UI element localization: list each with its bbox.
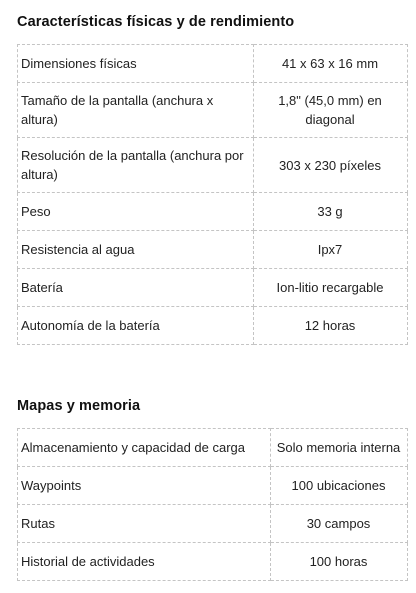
table-row bbox=[18, 45, 408, 83]
table-row bbox=[18, 83, 408, 138]
spec-value: 30 campos bbox=[271, 505, 408, 543]
spec-value: 12 horas bbox=[254, 307, 408, 345]
spec-label: Dimensiones físicas bbox=[18, 45, 254, 83]
spec-label: Rutas bbox=[18, 505, 271, 543]
spec-value: 303 x 230 píxeles bbox=[254, 138, 408, 193]
spec-value: Ion-litio recargable bbox=[254, 269, 408, 307]
section-title-maps-memory: Mapas y memoria bbox=[17, 398, 141, 414]
spec-label: Almacenamiento y capacidad de carga bbox=[18, 429, 271, 467]
table-row bbox=[18, 505, 408, 543]
spec-label: Resistencia al agua bbox=[18, 231, 254, 269]
spec-value: Solo memoria interna bbox=[271, 429, 408, 467]
spec-label: Peso bbox=[18, 193, 254, 231]
spec-label: Waypoints bbox=[18, 467, 271, 505]
table-row bbox=[18, 269, 408, 307]
spec-label: Resolución de la pantalla (anchura por altura) bbox=[18, 138, 254, 193]
table-row bbox=[18, 429, 408, 467]
spec-value: 41 x 63 x 16 mm bbox=[254, 45, 408, 83]
spec-value: 100 horas bbox=[271, 543, 408, 581]
maps-memory-table bbox=[17, 428, 408, 581]
spec-value: Ipx7 bbox=[254, 231, 408, 269]
spec-label: Historial de actividades bbox=[18, 543, 271, 581]
table-row bbox=[18, 307, 408, 345]
spec-label: Tamaño de la pantalla (anchura x altura) bbox=[18, 83, 254, 138]
spec-label: Batería bbox=[18, 269, 254, 307]
spec-value: 1,8" (45,0 mm) en diagonal bbox=[254, 83, 408, 138]
table-row bbox=[18, 193, 408, 231]
table-row bbox=[18, 467, 408, 505]
table-row bbox=[18, 138, 408, 193]
table-row bbox=[18, 231, 408, 269]
section-title-physical-performance: Características físicas y de rendimiento bbox=[17, 14, 295, 30]
spec-value: 33 g bbox=[254, 193, 408, 231]
table-row bbox=[18, 543, 408, 581]
spec-value: 100 ubicaciones bbox=[271, 467, 408, 505]
physical-performance-table bbox=[17, 44, 408, 345]
spec-label: Autonomía de la batería bbox=[18, 307, 254, 345]
